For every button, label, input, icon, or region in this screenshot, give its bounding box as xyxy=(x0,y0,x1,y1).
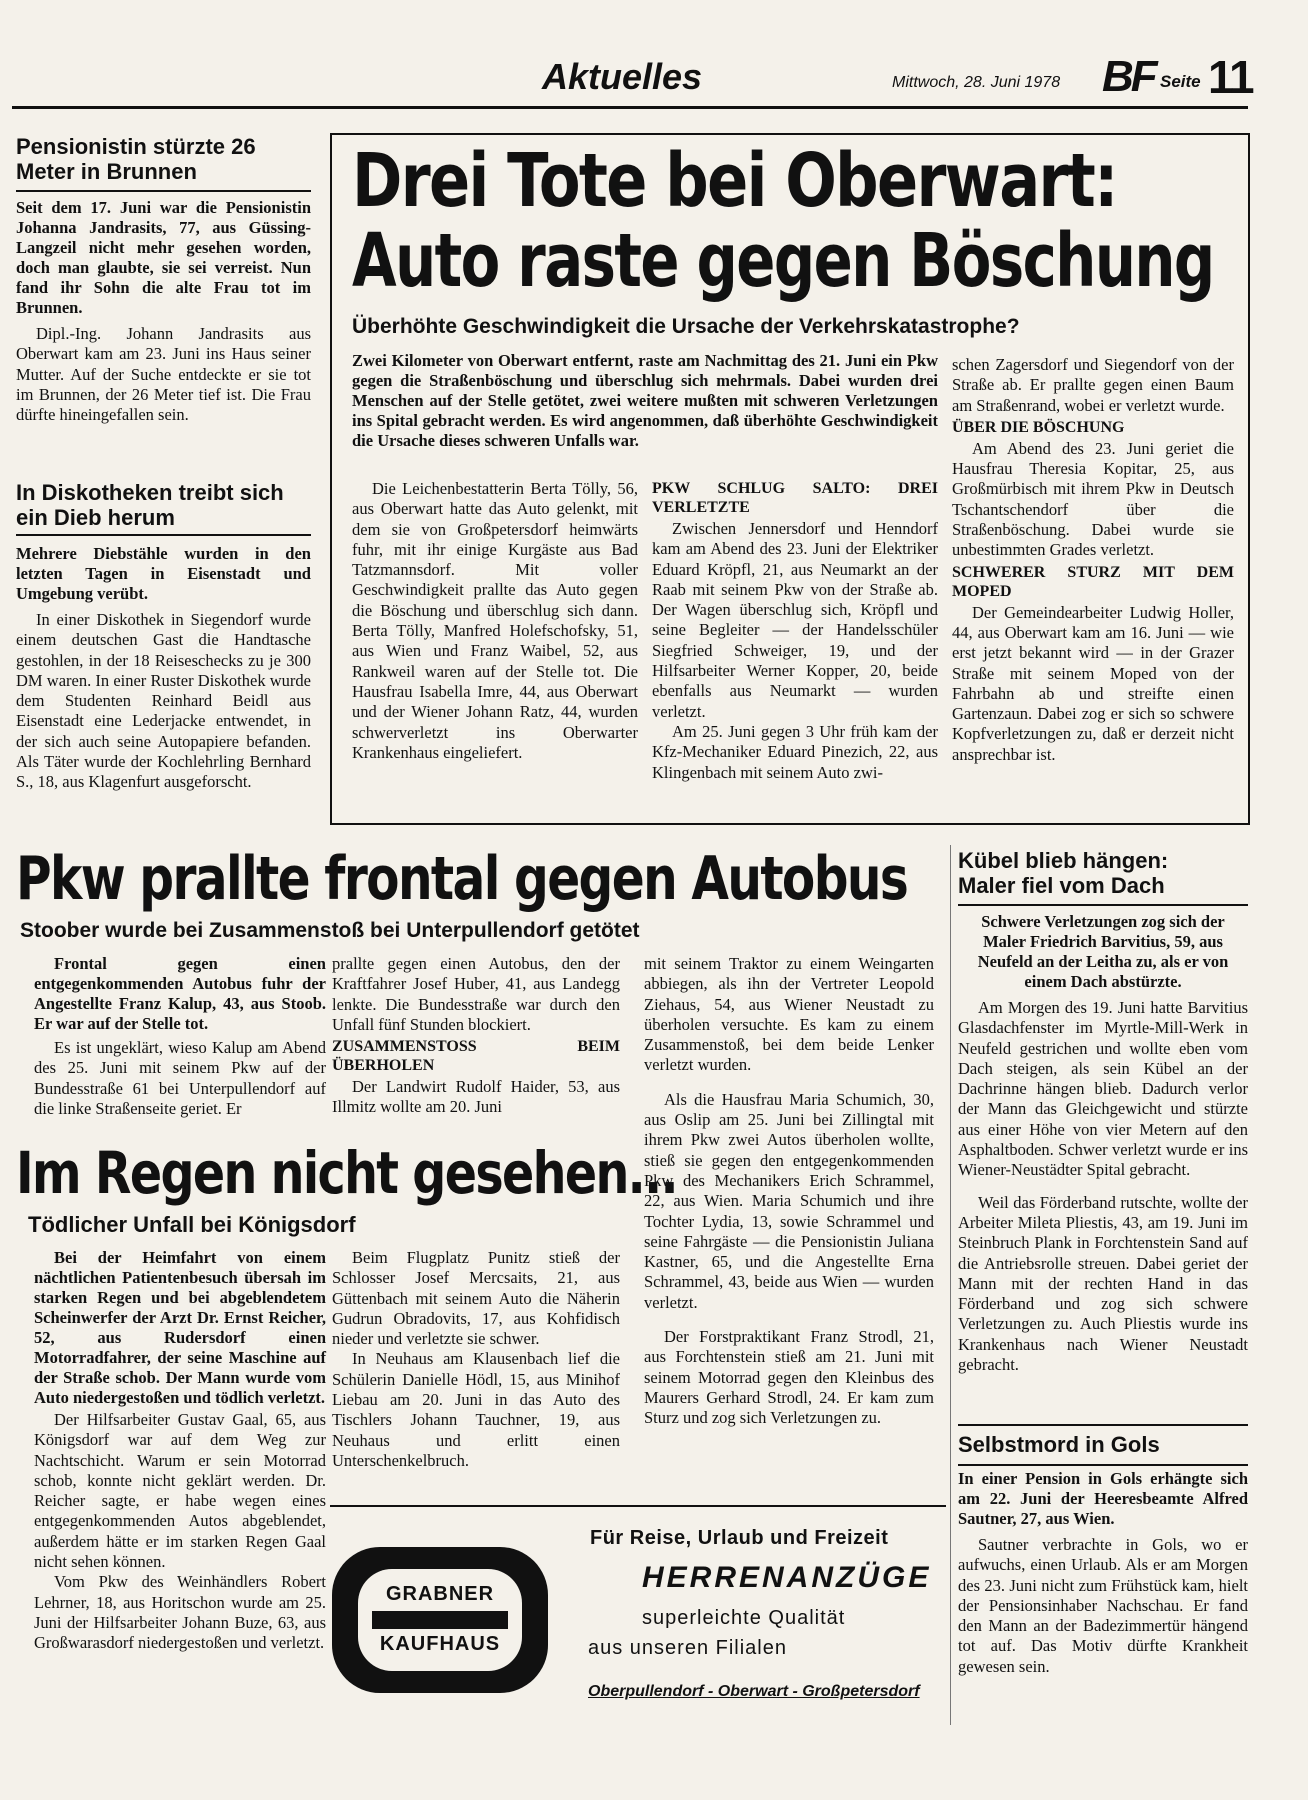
headline-text: Im Regen nicht gesehen... xyxy=(16,1139,677,1207)
story-body: Dipl.-Ing. Johann Jandrasits aus Oberwart kam am 23. Juni ins Haus seiner Mutter. Auf der Suche entdeckte er sie tot im Brunnen, der 26 Meter tief ist. Die Frau dürfte hineingefallen sein. xyxy=(16,324,311,425)
paragraph: Zwischen Jennersdorf und Henndorf kam am Abend des 23. Juni der Elektriker Eduard Kröpfl, 21, aus Neumarkt an der Raab mit seinem Pkw von der Straße ab. Der Wagen überschlug sich, Kröpfl und seine Begleiter — der Handelsschüler Siegfried Schweiger, 19, und der Hilfsarbeiter Werner Kopper, 20, beide ebenfalls aus Neumarkt — wurden verletzt. xyxy=(652,519,938,721)
story-lead: Bei der Heimfahrt von einem nächtlichen Patientenbesuch übersah im starken Regen und bei abgeblendetem Scheinwerfer der Arzt Dr. Ernst Reicher, 52, aus Rudersdorf einen Motorradfahrer, der seine Maschine auf der Straße schob. Der Mann wurde vom Auto niedergestoßen und tödlich verletzt. xyxy=(34,1248,326,1407)
page-label: Seite xyxy=(1160,72,1201,91)
paragraph: Weil das Förderband rutschte, wollte der Arbeiter Mileta Pliestis, 43, am 19. Juni im Steinbruch Plank in Forchtenstein Sand auf die Antriebsrolle streuen. Dabei geriet der Mann mit der rechten Hand in das Förderband und zog sich schwere Verletzungen zu. Auch Pliestis wurde ins Krankenhaus nach Wiener Neustadt gebracht. xyxy=(958,1192,1248,1375)
story-title: In Diskotheken treibt sich ein Dieb herum xyxy=(16,480,284,530)
paragraph: Am Morgen des 19. Juni hatte Barvitius Glasdachfenster im Myrtle-Mill-Werk in Neufeld gestrichen und wollte eben vom Dach steigen, als sein Kübel an der Dachrinne hängen blieb. Dadurch verlor der Mann das Gleichgewicht und stürzte aus einer Höhe von vier Metern auf den Asphaltboden. Schwer verletzt wurde er ins Wiener-Neustädter Spital gebracht. xyxy=(958,998,1248,1180)
paragraph: Der Hilfsarbeiter Gustav Gaal, 65, aus Königsdorf war auf dem Weg zur Nachtschicht. Warum er sein Motorrad schob, konnte nicht geklärt werden. Dr. Reicher sagte, er habe wegen eines entgegenkommenden Autos abgeblendet, außerdem hätte er im starken Regen Gaal nicht sehen können. xyxy=(34,1410,326,1572)
story-diskothek xyxy=(16,480,311,793)
story-title: Kübel blieb hängen: Maler fiel vom Dach xyxy=(958,848,1169,898)
story-subtitle: Überhöhte Geschwindigkeit die Ursache der Verkehrskatastrophe? xyxy=(352,315,1020,338)
story-title: Pensionistin stürzte 26 Meter in Brunnen xyxy=(16,134,256,184)
story-lead: Mehrere Diebstähle wurden in den letzten Tagen in Eisenstadt und Umgebung verübt. xyxy=(16,544,311,603)
paragraph: Vom Pkw des Weinhändlers Robert Lehrner, 18, aus Horitschon wurde am 25. Juni der Hilfsarbeiter Johann Buze, 63, aus Großwarasdorf niedergestoßen und verletzt. xyxy=(34,1572,326,1653)
paragraph: schen Zagersdorf und Siegendorf von der Straße ab. Er prallte gegen einen Baum am Straßenrand, wobei er verletzt wurde. xyxy=(952,355,1234,415)
page-number: 11 xyxy=(1208,51,1253,103)
story-subtitle: Tödlicher Unfall bei Königsdorf xyxy=(28,1212,356,1237)
story-lead: Seit dem 17. Juni war die Pensionistin Johanna Jandrasits, 77, aus Güssing-Langzeil nicht mehr gesehen worden, doch man glaubte, sie sei verreist. Nun fand ihr Sohn die alte Frau tot im Brunnen. xyxy=(16,198,311,317)
headline-line xyxy=(16,1140,822,1206)
top-rule xyxy=(958,1424,1248,1426)
paragraph: Beim Flugplatz Punitz stieß der Schlosser Josef Mercsaits, 21, aus Güttenbach mit seinem Auto die Näherin Gudrun Obradovits, 17, aus Kohfidisch nieder und verletzte sie schwer. xyxy=(332,1248,620,1349)
ad-tagline: Für Reise, Urlaub und Freizeit xyxy=(590,1527,889,1549)
story-kuebel xyxy=(958,848,1248,1375)
story-gols xyxy=(958,1432,1248,1677)
column-3 xyxy=(952,355,1234,765)
headline-line-2 xyxy=(352,218,1308,304)
story-body: In einer Diskothek in Siegendorf wurde einem deutschen Gast die Handtasche gestohlen, in der 18 Reiseschecks zu je 300 DM waren. In einer Ruster Diskothek wurde dem Studenten Reinhard Beidl aus Eisenstadt eine Lederjacke entwendet, in der sich auch seine Autopapiere befanden. Als Täter wurde der Kochlehrling Bernhard S., 18, aus Klagenfurt ausgeforscht. xyxy=(16,610,311,792)
story-lead: Zwei Kilometer von Oberwart entfernt, raste am Nachmittag des 21. Juni ein Pkw gegen die Straßenböschung und überschlug sich mehrmals. Dabei wurden drei Menschen auf der Stelle getötet, zwei weitere mußten mit schweren Verletzungen ins Spital gebracht werden. Es wird angenommen, daß überhöhte Geschwindigkeit die Ursache dieses schweren Unfalls war. xyxy=(352,351,938,450)
ad-product: HERRENANZÜGE xyxy=(642,1561,932,1594)
title-rule xyxy=(958,1464,1248,1466)
column-2 xyxy=(332,1248,620,1471)
headline-text-2: Auto raste gegen Böschung xyxy=(352,218,1214,304)
column-2 xyxy=(332,954,620,1118)
story-lead: In einer Pension in Gols erhängte sich am 22. Juni der Heeresbeamte Alfred Sautner, 27, aus Wien. xyxy=(958,1469,1248,1528)
story-subtitle: Stoober wurde bei Zusammenstoß bei Unterpullendorf getötet xyxy=(20,919,640,942)
headline-line xyxy=(16,846,1116,912)
section-title: Aktuelles xyxy=(542,56,703,97)
ad-description-1: superleichte Qualität xyxy=(642,1607,846,1629)
logo-text-bottom: KAUFHAUS xyxy=(379,1633,501,1655)
paragraph: Am Abend des 23. Juni geriet die Hausfrau Theresia Kopitar, 25, aus Großmürbisch mit ihrem Pkw in Deutsch Tschantschendorf über die Straßenböschung. Dabei wurde sie unbestimmten Grades verletzt. xyxy=(952,438,1234,560)
paragraph: mit seinem Traktor zu einem Weingarten abbiegen, als ihn der Vertreter Leopold Ziehaus, 54, aus Wiener Neustadt zu überholen versuchte. Es kam zu einem Zusammenstoß, bei dem beide Lenker verletzt wurden. xyxy=(644,954,934,1075)
page-header xyxy=(12,48,1253,108)
separator-right-column xyxy=(950,845,951,1725)
logo-text-top: GRABNER xyxy=(385,1583,495,1605)
issue-date: Mittwoch, 28. Juni 1978 xyxy=(892,74,1061,91)
ad-locations: Oberpullendorf - Oberwart - Großpetersdorf xyxy=(588,1683,920,1700)
title-rule xyxy=(16,190,311,192)
logo-bar xyxy=(372,1611,508,1629)
paragraph: Es ist ungeklärt, wieso Kalup am Abend des 25. Juni mit seinem Pkw auf der Bundesstraße 61 bei Unterpullendorf auf die linke Straßenseite geriet. Er xyxy=(34,1038,326,1118)
ad-logo xyxy=(332,1547,548,1693)
paragraph: Am 25. Juni gegen 3 Uhr früh kam der Kfz-Mechaniker Eduard Pinezich, 22, aus Klingenbach mit seinem Auto zwi- xyxy=(652,721,938,782)
newspaper-logo: BF xyxy=(1102,52,1155,101)
advertisement xyxy=(330,1505,946,1737)
header-rule xyxy=(12,106,1248,109)
headline-text: Pkw prallte frontal gegen Autobus xyxy=(16,844,908,914)
subheading: ZUSAMMENSTOSS BEIM ÜBERHOLEN xyxy=(332,1038,620,1075)
paragraph: In Neuhaus am Klausenbach lief die Schülerin Danielle Hödl, 15, aus Minihof Liebau am 20. Juni in das Auto des Tischlers Johann Tauchner, 19, aus Neuhaus und erlitt einen Unterschenkelbruch. xyxy=(332,1349,620,1470)
story-lead: Schwere Verletzungen zog sich der Maler Friedrich Barvitius, 59, aus Neufeld an der Leitha zu, als er von einem Dach abstürzte. xyxy=(977,912,1229,991)
paragraph: Der Forstpraktikant Franz Strodl, 21, aus Forchtenstein stieß am 21. Juni mit seinem Motorrad gegen den Kleinbus des Maurers Gerhard Strodl, 24. Er kam zum Sturz und zog sich Verletzungen zu. xyxy=(644,1327,934,1428)
title-rule xyxy=(958,904,1248,906)
headline-line-1 xyxy=(352,138,1285,224)
paragraph: prallte gegen einen Autobus, den der Kraftfahrer Josef Huber, 41, aus Landegg lenkte. Die Bundesstraße war durch den Unfall fünf Stunden blockiert. xyxy=(332,954,620,1034)
story-title: Selbstmord in Gols xyxy=(958,1432,1160,1457)
column-2 xyxy=(652,479,938,783)
subheading: ÜBER DIE BÖSCHUNG xyxy=(952,418,1125,436)
subheading: SCHWERER STURZ MIT DEM MOPED xyxy=(952,563,1234,600)
story-lead: Frontal gegen einen entgegenkommenden Autobus fuhr der Angestellte Franz Kalup, 43, aus Stoob. Er war auf der Stelle tot. xyxy=(34,954,326,1033)
column-1 xyxy=(352,479,638,763)
headline-text-1: Drei Tote bei Oberwart: xyxy=(352,138,1117,224)
paragraph: Der Gemeindearbeiter Ludwig Holler, 44, aus Oberwart kam am 16. Juni — wie erst jetzt bekannt wird — in der Grazer Straße mit seinem Moped von der Fahrbahn ab und streifte einen Gartenzaun. Dabei zog er sich so schwere Kopfverletzungen zu, daß er derzeit nicht ansprechbar ist. xyxy=(952,602,1234,764)
column-1 xyxy=(34,954,326,1119)
title-rule xyxy=(16,534,311,536)
story-pensionistin xyxy=(16,134,311,425)
story-oberwart-box xyxy=(330,133,1250,825)
paragraph: Sautner verbrachte in Gols, wo er aufwuchs, einen Urlaub. Als er am Morgen des 23. Juni nicht zum Frühstück kam, hielt der Pensionsinhaber Nachschau. Er fand den Mann an der Badezimmertür hängend tot auf. Das Motiv dürfte Krankheit gewesen sein. xyxy=(958,1535,1248,1676)
ad-description-2: aus unseren Filialen xyxy=(588,1637,787,1659)
paragraph: Als die Hausfrau Maria Schumich, 30, aus Oslip am 25. Juni bei Zillingtal mit ihrem Pkw zwei Autos überholen wollte, stieß sie gegen den entgegenkommenden Pkw des Mechanikers Erich Schrammel, 22, aus Wien. Maria Schumich und ihre Tochter Lydia, 13, sowie Schrammel und seine Fahrgäste — die Pensionistin Juliana Kastner, 65, und die Angestellte Erna Schrammel, 43, beide aus Wien — wurden verletzt. xyxy=(644,1089,934,1312)
column-1 xyxy=(34,1248,326,1654)
paragraph: Der Landwirt Rudolf Haider, 53, aus Illmitz wollte am 20. Juni xyxy=(332,1077,620,1117)
subheading: PKW SCHLUG SALTO: DREI VERLETZTE xyxy=(652,480,938,516)
paragraph: Die Leichenbestatterin Berta Tölly, 56, aus Oberwart hatte das Auto gelenkt, mit dem sie von Großpetersdorf heimwärts fuhr, mit ihr einige Kurgäste aus Bad Tatzmannsdorf. Mit voller Geschwindigkeit prallte das Auto gegen die Böschung und überschlug sich dann. Berta Tölly, Manfred Holefschofsky, 51, aus Wien und Franz Waibel, 52, aus Rankweil waren auf der Stelle tot. Die Hausfrau Isabella Imre, 44, aus Oberwart und der Wiener Johann Ratz, 44, wurden schwerverletzt ins Oberwarter Krankenhaus eingeliefert. xyxy=(352,479,638,762)
